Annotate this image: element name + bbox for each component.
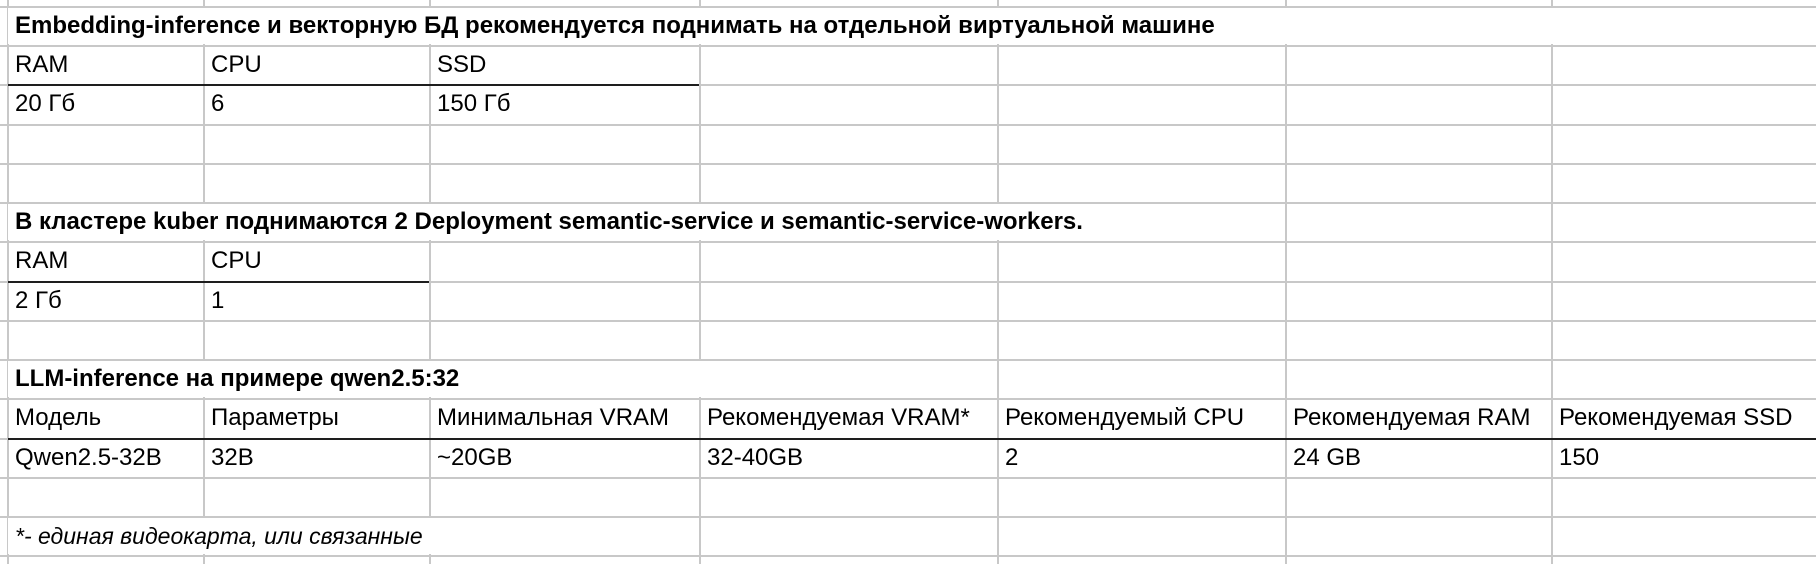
llm-header-min-vram[interactable]: Минимальная VRAM bbox=[437, 404, 670, 431]
grid-row-line bbox=[0, 124, 1816, 126]
llm-value-model[interactable]: Qwen2.5-32B bbox=[15, 444, 162, 471]
embedding-value-ssd[interactable]: 150 Гб bbox=[437, 90, 511, 117]
grid-row-line bbox=[0, 320, 1816, 322]
embedding-value-cpu[interactable]: 6 bbox=[211, 90, 225, 117]
llm-value-rec-ram[interactable]: 24 GB bbox=[1293, 444, 1362, 471]
kuber-header-cpu[interactable]: CPU bbox=[211, 247, 262, 274]
llm-value-rec-vram[interactable]: 32-40GB bbox=[707, 444, 804, 471]
llm-header-params[interactable]: Параметры bbox=[211, 404, 339, 431]
grid-row-line bbox=[0, 477, 1816, 479]
llm-header-rec-cpu[interactable]: Рекомендуемый CPU bbox=[1005, 404, 1245, 431]
embedding-header-underline bbox=[8, 84, 699, 86]
grid-row-line bbox=[0, 163, 1816, 165]
llm-header-rec-vram[interactable]: Рекомендуемая VRAM* bbox=[707, 404, 970, 431]
kuber-header-ram[interactable]: RAM bbox=[15, 247, 69, 274]
embedding-section-title[interactable]: Embedding-inference и векторную БД рекомендуется поднимать на отдельной виртуальной машине bbox=[8, 8, 1559, 44]
llm-header-rec-ssd[interactable]: Рекомендуемая SSD bbox=[1559, 404, 1793, 431]
llm-value-rec-ssd[interactable]: 150 bbox=[1559, 444, 1600, 471]
llm-footnote[interactable]: *- единая видеокарта, или связанные bbox=[8, 518, 699, 554]
llm-value-min-vram[interactable]: ~20GB bbox=[437, 444, 513, 471]
embedding-header-cpu[interactable]: CPU bbox=[211, 51, 262, 78]
llm-header-underline bbox=[8, 438, 1816, 440]
llm-header-model[interactable]: Модель bbox=[15, 404, 102, 431]
kuber-value-ram[interactable]: 2 Гб bbox=[15, 287, 62, 314]
embedding-header-ram[interactable]: RAM bbox=[15, 51, 69, 78]
kuber-header-underline bbox=[8, 281, 429, 283]
llm-value-rec-cpu[interactable]: 2 bbox=[1005, 444, 1019, 471]
kuber-section-title[interactable]: В кластере kuber поднимаются 2 Deployment semantic-service и semantic-service-workers. bbox=[8, 204, 1285, 240]
llm-section-title[interactable]: LLM-inference на примере qwen2.5:32 bbox=[8, 361, 705, 397]
llm-value-params[interactable]: 32B bbox=[211, 444, 254, 471]
embedding-value-ram[interactable]: 20 Гб bbox=[15, 90, 76, 117]
kuber-value-cpu[interactable]: 1 bbox=[211, 287, 225, 314]
llm-header-rec-ram[interactable]: Рекомендуемая RAM bbox=[1293, 404, 1531, 431]
embedding-header-ssd[interactable]: SSD bbox=[437, 51, 487, 78]
grid-row-line bbox=[0, 555, 1816, 557]
